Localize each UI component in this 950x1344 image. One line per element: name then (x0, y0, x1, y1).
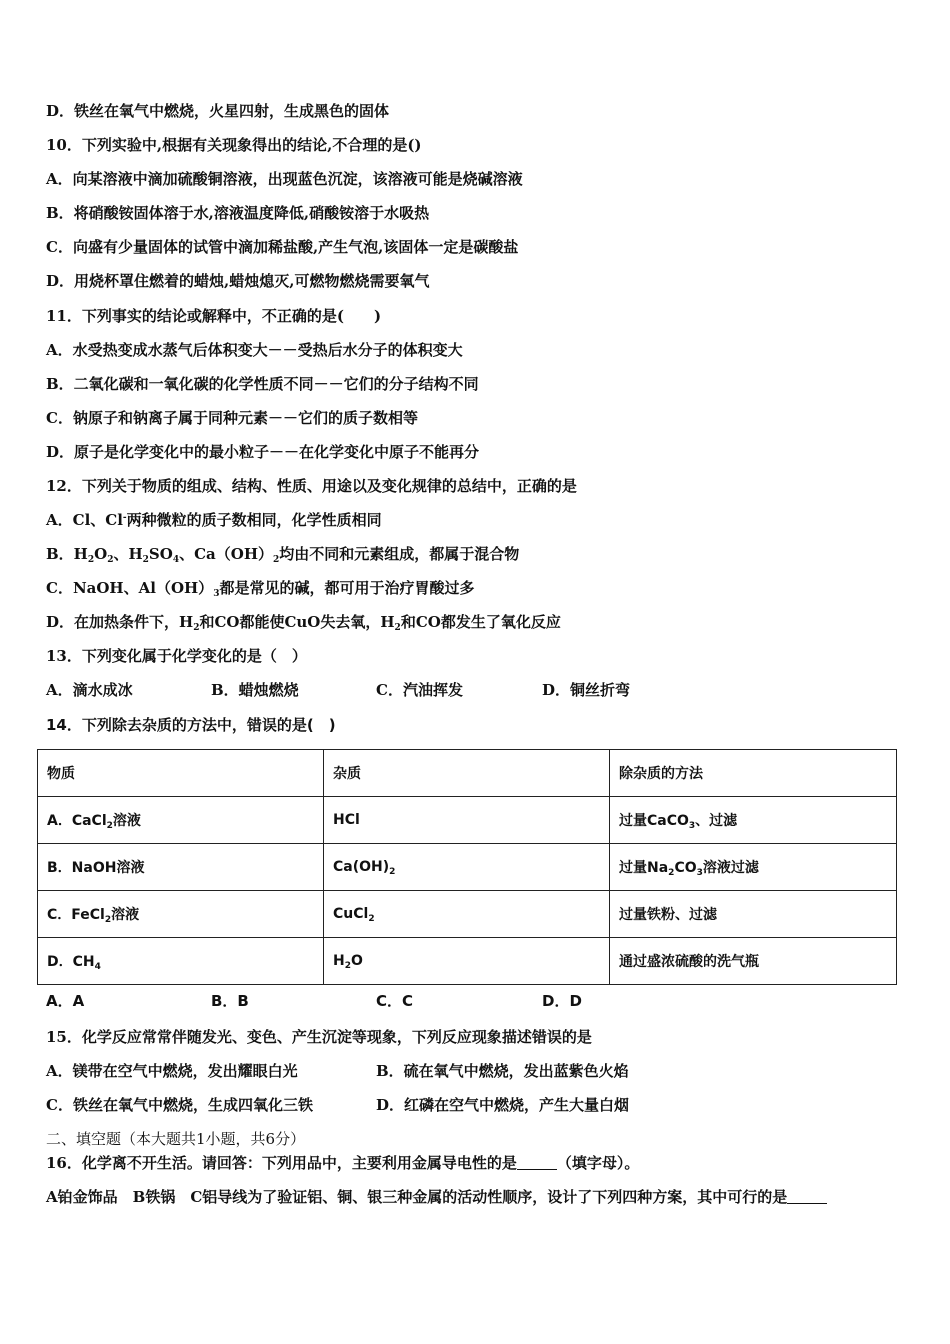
q12-b-part: B．H (46, 545, 88, 563)
cell-text: O (350, 953, 363, 969)
table-row (38, 797, 897, 844)
q12-b-part: 均由不同和元素组成，都属于混合物 (279, 545, 520, 563)
cell-sub: 2 (344, 961, 351, 971)
q12-c-sub: 3 (213, 589, 220, 599)
q15-stem: 15．化学反应常常伴随发光、变色、产生沉淀等现象，下列反应现象描述错误的是 (46, 1028, 592, 1046)
q14-option-d: D．D (542, 992, 582, 1010)
q12-a-sup: - (122, 513, 127, 523)
cell-text: CO (674, 860, 697, 876)
cell-text: 过量CaCO (619, 813, 689, 829)
q11-option-d: D．原子是化学变化中的最小粒子－－在化学变化中原子不能再分 (46, 443, 480, 461)
q12-b-sub: 2 (87, 555, 95, 565)
q10-option-d: D．用烧杯罩住燃着的蜡烛,蜡烛熄灭,可燃物燃烧需要氧气 (46, 272, 430, 290)
table-cell (610, 844, 897, 891)
table-header-cell: 除杂质的方法 (610, 750, 897, 797)
cell-text: 、过滤 (695, 813, 738, 829)
table-cell (324, 891, 610, 938)
table-cell: B．NaOH溶液 (38, 844, 324, 891)
q12-b-sub: 4 (172, 555, 180, 565)
q11-option-b: B．二氧化碳和一氧化碳的化学性质不同－－它们的分子结构不同 (46, 375, 479, 393)
q12-b-part: O (94, 545, 108, 563)
table-cell: HCl (324, 797, 610, 844)
section-2-heading: 二、填空题（本大题共1小题，共6分） (46, 1130, 306, 1148)
q16-line-2 (46, 1187, 827, 1207)
q12-b-part: 、H (113, 545, 143, 563)
cell-text: H (333, 953, 345, 969)
answer-blank[interactable] (787, 1189, 827, 1204)
q11-option-c: C．钠原子和钠离子属于同种元素－－它们的质子数相等 (46, 409, 418, 427)
cell-text: C．FeCl (47, 907, 105, 923)
q9-option-d: D．铁丝在氧气中燃烧，火星四射，生成黑色的固体 (46, 102, 390, 120)
table-cell (38, 891, 324, 938)
answer-blank[interactable] (517, 1155, 557, 1170)
q12-option-a (46, 510, 382, 530)
cell-sub: 2 (106, 821, 113, 831)
cell-sub: 3 (696, 868, 703, 878)
cell-text: 溶液 (111, 907, 140, 923)
q14-option-b: B．B (211, 992, 249, 1010)
cell-text: 过量Na (619, 860, 669, 876)
q11-stem: 11．下列事实的结论或解释中，不正确的是( ) (46, 307, 382, 325)
q15-option-a: A．镁带在空气中燃烧，发出耀眼白光 (46, 1062, 298, 1080)
q12-c-part: 都是常见的碱，都可用于治疗胃酸过多 (219, 579, 475, 597)
cell-sub: 2 (104, 915, 112, 925)
q12-b-sub: 2 (142, 555, 149, 565)
table-cell: 通过盛浓硫酸的洗气瓶 (610, 938, 897, 985)
q12-d-part: 和CO都发生了氧化反应 (400, 613, 561, 631)
table-header-row (38, 750, 897, 797)
table-cell (324, 938, 610, 985)
cell-text: 溶液过滤 (702, 860, 759, 876)
q12-d-sub: 2 (394, 623, 401, 633)
q12-c-part: C．NaOH、Al（OH） (46, 579, 214, 597)
cell-text: Ca(OH) (333, 859, 390, 875)
cell-text: CuCl (333, 906, 369, 922)
q14-option-a: A．A (46, 992, 85, 1010)
cell-sub: 3 (688, 821, 696, 831)
impurity-table (37, 749, 897, 985)
q10-stem: 10．下列实验中,根据有关现象得出的结论,不合理的是() (46, 136, 422, 154)
q13-option-a: A．滴水成冰 (46, 681, 133, 699)
cell-text: D．CH (47, 954, 95, 970)
q13-stem: 13．下列变化属于化学变化的是（ ） (46, 647, 307, 665)
q12-option-d (46, 612, 561, 632)
q15-option-d: D．红磷在空气中燃烧，产生大量白烟 (376, 1096, 630, 1114)
q15-option-b: B．硫在氧气中燃烧，发出蓝紫色火焰 (376, 1062, 629, 1080)
q15-option-c: C．铁丝在氧气中燃烧，生成四氧化三铁 (46, 1096, 313, 1114)
table-row (38, 938, 897, 985)
table-cell (324, 844, 610, 891)
cell-sub: 2 (389, 867, 396, 877)
table-cell (38, 938, 324, 985)
q12-option-c (46, 578, 474, 598)
q16-stem (46, 1153, 639, 1173)
cell-sub: 2 (368, 914, 375, 924)
table-row (38, 891, 897, 938)
q10-option-c: C．向盛有少量固体的试管中滴加稀盐酸,产生气泡,该固体一定是碳酸盐 (46, 238, 519, 256)
q12-b-sub: 2 (273, 555, 280, 565)
q12-b-part: 、Ca（OH） (179, 545, 273, 563)
q16-text-1: 16．化学离不开生活。请回答：下列用品中，主要利用金属导电性的是 (46, 1154, 517, 1172)
cell-text: A．CaCl (47, 813, 107, 829)
q12-d-part: D．在加热条件下，H (46, 613, 194, 631)
table-cell (610, 797, 897, 844)
table-cell: 过量铁粉、过滤 (610, 891, 897, 938)
q13-option-d: D．铜丝折弯 (542, 681, 631, 699)
table-header-cell: 物质 (38, 750, 324, 797)
q12-a-text-1: A．Cl、Cl (46, 511, 123, 529)
cell-sub: 4 (94, 962, 101, 972)
q12-option-b (46, 544, 519, 564)
q11-option-a: A．水受热变成水蒸气后体积变大－－受热后水分子的体积变大 (46, 341, 463, 359)
cell-sub: 2 (668, 868, 675, 878)
q10-option-a: A．向某溶液中滴加硫酸铜溶液，出现蓝色沉淀，该溶液可能是烧碱溶液 (46, 170, 523, 188)
q12-b-sub: 2 (107, 555, 114, 565)
q10-option-b: B．将硝酸铵固体溶于水,溶液温度降低,硝酸铵溶于水吸热 (46, 204, 430, 222)
q14-stem: 14．下列除去杂质的方法中，错误的是( ) (46, 716, 336, 734)
table-cell (38, 797, 324, 844)
q13-option-c: C．汽油挥发 (376, 681, 463, 699)
q13-option-b: B．蜡烛燃烧 (211, 681, 299, 699)
q12-a-text-2: 两种微粒的质子数相同，化学性质相同 (126, 511, 382, 529)
q12-stem: 12．下列关于物质的组成、结构、性质、用途以及变化规律的总结中，正确的是 (46, 477, 577, 495)
table-row (38, 844, 897, 891)
table-header-cell: 杂质 (324, 750, 610, 797)
q12-b-part: SO (148, 545, 173, 563)
q16-text-3: A铂金饰品 B铁锅 C铝导线为了验证铝、铜、银三种金属的活动性顺序，设计了下列四种方案，其中可行的是 (46, 1188, 788, 1206)
q12-d-sub: 2 (193, 623, 200, 633)
cell-text: 溶液 (112, 813, 141, 829)
q16-text-2: （填字母）。 (556, 1154, 640, 1172)
q14-option-c: C．C (376, 992, 414, 1010)
q12-d-part: 和CO都能使CuO失去氧，H (199, 613, 395, 631)
